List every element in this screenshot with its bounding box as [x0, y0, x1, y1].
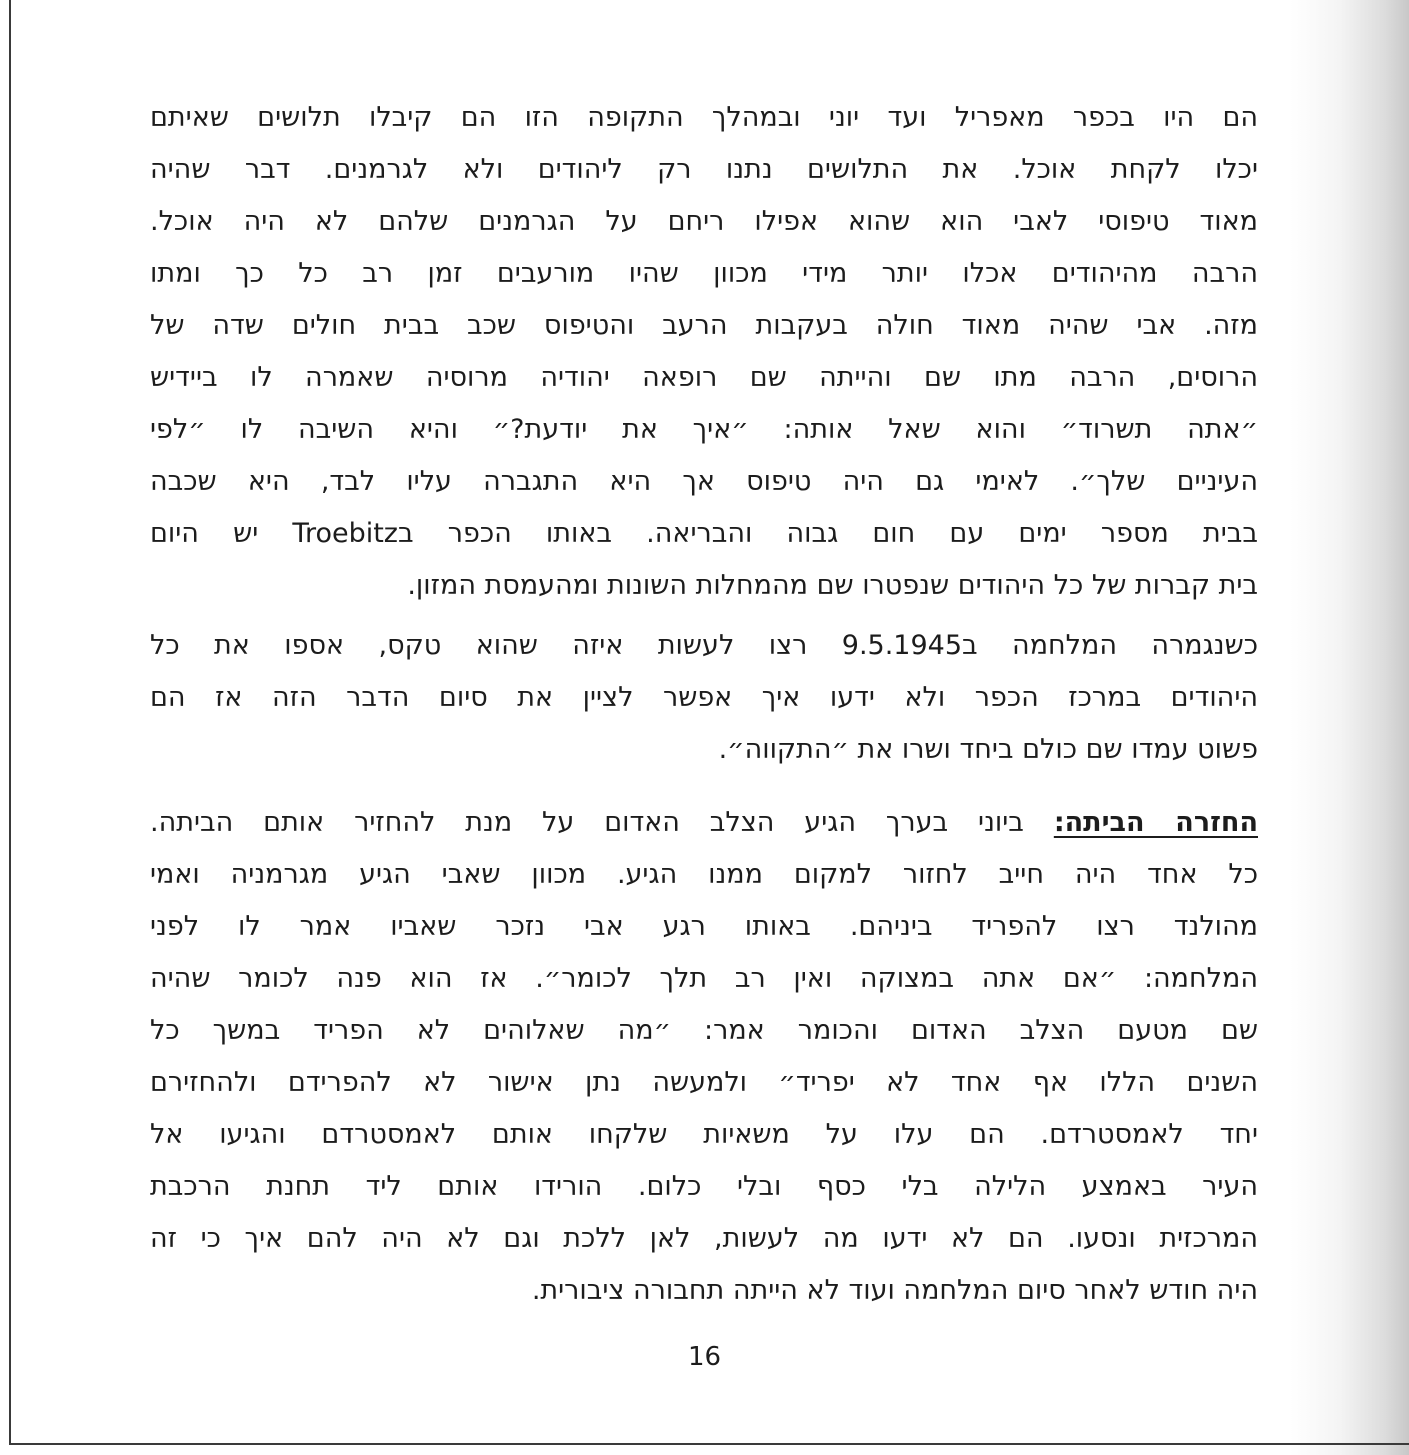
text-line: יחד לאמסטרדם. הם עלו על משאיות שלקחו אותם לאמסטרדם והגיעו אל	[150, 1119, 1258, 1150]
paragraph-3	[150, 797, 1258, 1317]
text-line: היה חודש לאחר סיום המלחמה ועוד לא הייתה תחבורה ציבורית.	[531, 1275, 1258, 1306]
text-line: השנים הללו אף אחד לא יפריד״ ולמעשה נתן אישור לא להפרידם ולהחזירם	[150, 1067, 1258, 1098]
text-line: הרוסים, הרבה מתו שם והייתה שם רופאה יהודיה מרוסיה שאמרה לו ביידיש	[150, 362, 1258, 393]
text-line: המלחמה: ״אם אתה במצוקה ואין רב תלך לכומר״. אז הוא פנה לכומר שהיה	[150, 963, 1258, 994]
text-line: היהודים במרכז הכפר ולא ידעו איך אפשר לציין את סיום הדבר הזה אז הם	[150, 682, 1258, 713]
text-line: יכלו לקחת אוכל. את התלושים נתנו רק ליהודים ולא לגרמנים. דבר שהיה	[150, 154, 1258, 185]
text-line: המרכזית ונסעו. הם לא ידעו מה לעשות, לאן ללכת וגם לא היה להם איך כי זה	[150, 1223, 1258, 1254]
text-line-with-heading	[150, 797, 1258, 849]
text-line: מאוד טיפוסי לאבי הוא שהוא אפילו ריחם על הגרמנים שלהם לא היה אוכל.	[150, 206, 1258, 237]
paragraph-1	[150, 92, 1258, 612]
text-line: מהולנד רצו להפריד ביניהם. באותו רגע אבי נזכר שאביו אמר לו לפני	[150, 911, 1258, 942]
text-line: כל אחד היה חייב לחזור למקום ממנו הגיע. מכוון שאבי הגיע מגרמניה ואמי	[150, 859, 1258, 890]
text-line: בית קברות של כל היהודים שנפטרו שם מהמחלות השונות ומהעמסת המזון.	[407, 570, 1258, 601]
page-number: 16	[687, 1342, 722, 1372]
section-heading: החזרה הביתה:	[1053, 807, 1258, 838]
text-line: מזה. אבי שהיה מאוד חולה בעקבות הרעב והטיפוס שכב בבית חולים שדה של	[150, 310, 1258, 341]
text-line: הם היו בכפר מאפריל ועד יוני ובמהלך התקופה הזו הם קיבלו תלושים שאיתם	[150, 102, 1258, 133]
text-line: פשוט עמדו שם כולם ביחד ושרו את ״התקווה״.	[718, 734, 1258, 765]
text-line: בבית מספר ימים עם חום גבוה והבריאה. באותו הכפר בTroebitz יש היום	[150, 518, 1258, 549]
text-line: העיניים שלך״. לאימי גם היה טיפוס אך היא התגברה עליו לבד, היא שכבה	[150, 466, 1258, 497]
text-line: ״אתה תשרוד״ והוא שאל אותה: ״איך את יודעת?״ והיא השיבה לו ״לפי	[150, 414, 1258, 445]
text-line: העיר באמצע הלילה בלי כסף ובלי כלום. הורידו אותם ליד תחנת הרכבת	[150, 1171, 1258, 1202]
text-line-rest: ביוני בערך הגיע הצלב האדום על מנת להחזיר אותם הביתה.	[150, 807, 1054, 838]
text-line: שם מטעם הצלב האדום והכומר אמר: ״מה שאלוהים לא הפריד במשך כל	[150, 1015, 1258, 1046]
paragraph-2	[150, 620, 1258, 776]
scan-border-left	[9, 0, 11, 1445]
scan-border-bottom	[9, 1443, 1409, 1445]
text-line: כשנגמרה המלחמה ב9.5.1945 רצו לעשות איזה שהוא טקס, אספו את כל	[150, 630, 1258, 661]
text-line: הרבה מהיהודים אכלו יותר מידי מכוון שהיו מורעבים זמן רב כל כך ומתו	[150, 258, 1258, 289]
